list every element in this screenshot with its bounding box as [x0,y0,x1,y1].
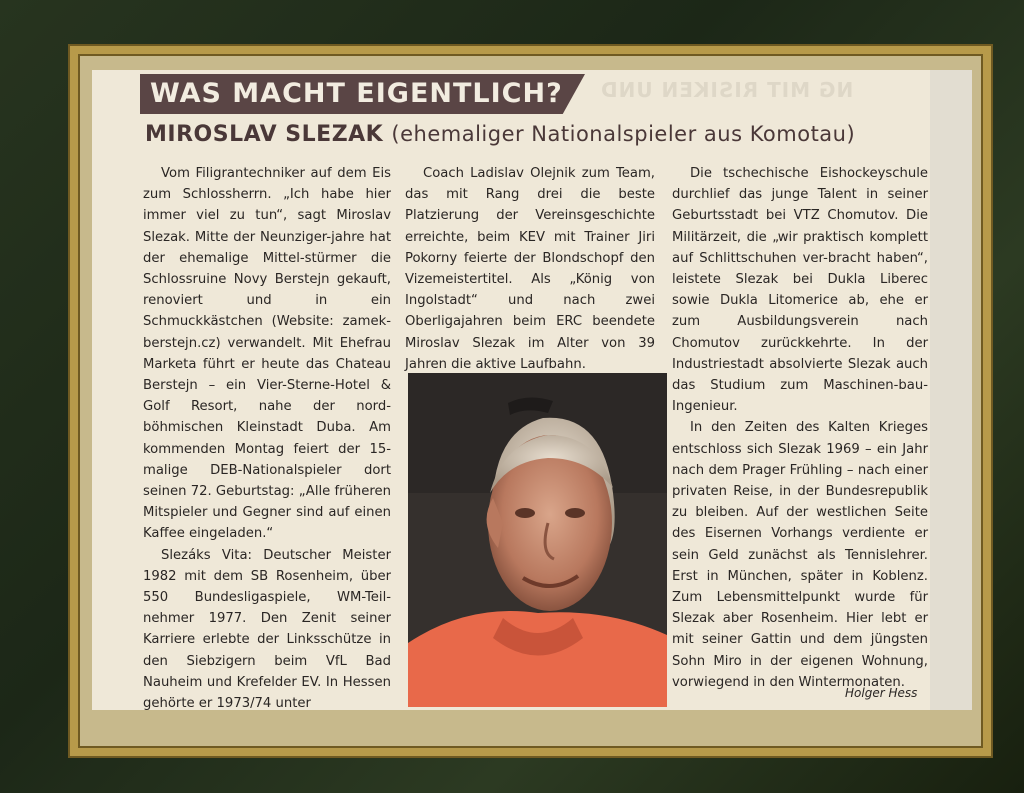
paragraph: Die tschechische Eishockeyschule durchlief das junge Talent in seiner Geburtsstadt bei VTZ Chomutov. Die Militärzeit, die „wir praktisch komplett auf Schlittschuhen ver-bracht haben“, leistete Slezak bei Dukla Liberec sowie Dukla Litomerice ab, ehe er zum Ausbildungsverein nach Chomutov zurückkehrte. In der Industriestadt absolvierte Slezak auch das Studium zum Maschinen-bau-Ingenieur. [672,166,928,415]
paper-margin [930,70,972,710]
bleed-through-text: NG MIT RISIKEN UND [600,78,854,102]
paragraph: Coach Ladislav Olejnik zum Team, das mit Rang drei die beste Platzierung der Vereinsgeschichte erreichte, beim KEV mit Trainer Jiri Pokorny feierte der Blondschopf den Vizemeistertitel. Als „König von Ingolstadt“ und nach zwei Oberligajahren beim ERC beendete Miroslav Slezak im Alter von 39 Jahren die aktive Laufbahn. [405,166,655,372]
headline-subtitle: (ehemaliger Nationalspieler aus Komotau) [391,122,856,146]
article-column-2 [405,163,655,375]
headline-name: MIROSLAV SLEZAK [145,122,384,147]
section-banner-title: WAS MACHT EIGENTLICH? [150,78,563,109]
article-headline [145,122,925,147]
paragraph: Slezáks Vita: Deutscher Meister 1982 mit dem SB Rosenheim, über 550 Bundesligaspiele, WM-Teil-nehmer 1977. Den Zenit seiner Karriere erlebte der Linksschütze in den Siebzigern beim VfL Bad Nauheim und Krefelder EV. In Hessen gehörte er 1973/74 unter [143,547,391,711]
article-column-1 [143,163,391,711]
author-byline: Holger Hess [845,686,918,700]
portrait-photo [408,373,667,707]
article-column-3 [672,163,928,693]
paragraph: Vom Filigrantechniker auf dem Eis zum Schlossherrn. „Ich habe hier immer viel zu tun“, sagt Miroslav Slezak. Mitte der Neunziger-jahre hat der ehemalige Mittel-stürmer die Schlossruine Novy Berstejn gekauft, renoviert und in ein Schmuckkästchen (Website: zamek-berstejn.cz) verwandelt. Mit Ehefrau Marketa führt er heute das Chateau Berstejn – ein Vier-Sterne-Hotel & Golf Resort, nahe der nord-böhmischen Kleinstadt Duba. Am kommenden Montag feiert der 15-malige DEB-Nationalspieler dort seinen 72. Geburtstag: „Alle früheren Mitspieler und Gegner sind auf einen Kaffee eingeladen.“ [143,166,391,542]
paragraph: In den Zeiten des Kalten Krieges entschloss sich Slezak 1969 – ein Jahr nach dem Prager Frühling – nach einer privaten Reise, in der Bundesrepublik zu bleiben. Auf der westlichen Seite des Eisernen Vorhangs verdiente er sein Geld zunächst als Tennislehrer. Erst in München, später in Koblenz. Zum Lebensmittelpunkt wurde für Slezak aber Rosenheim. Hier lebt er mit seiner Gattin und dem jüngsten Sohn Miro in der eigenen Wohnung, vorwiegend in den Wintermonaten. [672,420,928,690]
portrait-illustration [408,373,667,707]
